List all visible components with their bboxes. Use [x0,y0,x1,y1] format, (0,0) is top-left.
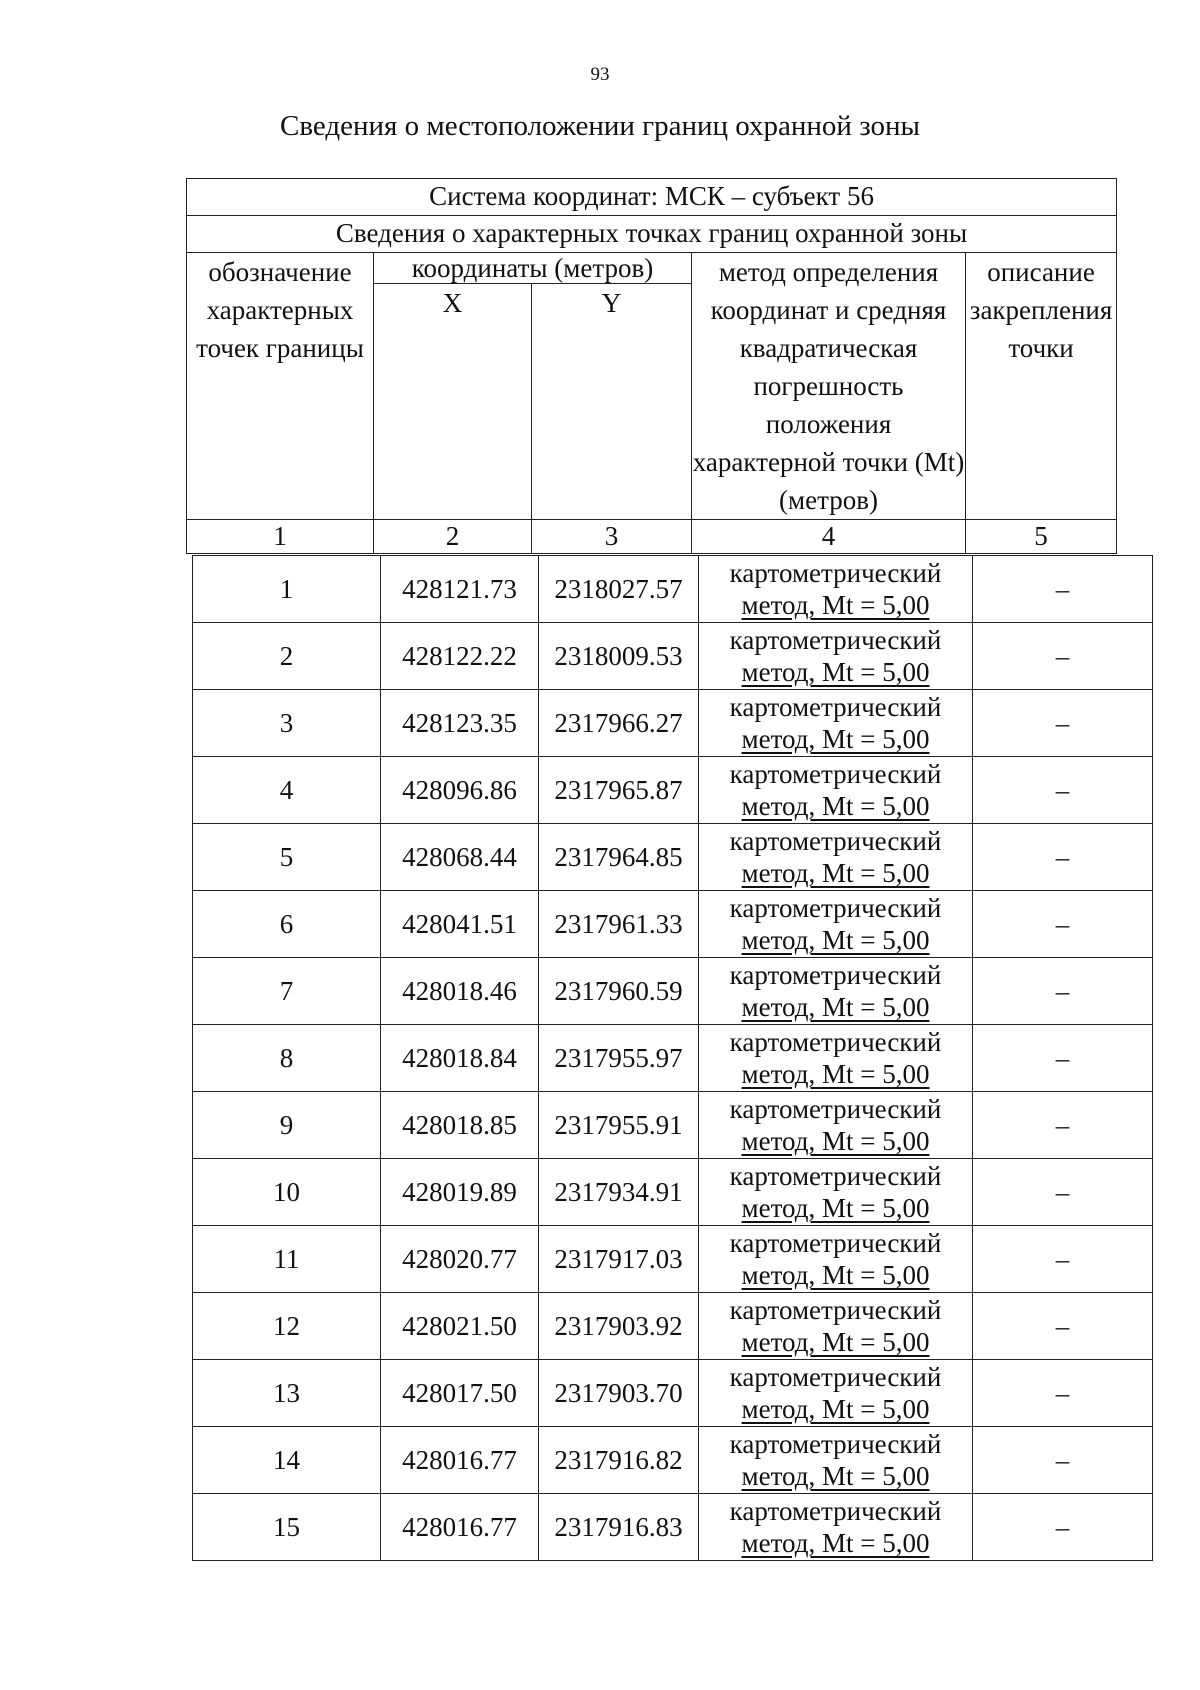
method-text [699,1361,972,1425]
method-line-1: картометрический [729,1429,942,1459]
method-text [699,1294,972,1358]
point-number-cell: 8 [193,1025,381,1092]
method-line-1: картометрический [729,1228,942,1258]
table-row [193,891,1153,958]
method-line-2: метод, Mt = 5,00 [741,657,930,687]
col-number-5: 5 [966,520,1117,554]
method-line-1: картометрический [729,960,942,990]
table-row [193,757,1153,824]
method-cell [699,1427,973,1494]
method-line-1: картометрический [729,625,942,655]
table-row [193,690,1153,757]
method-text [699,1428,972,1492]
x-coordinate-cell: 428041.51 [381,891,539,958]
y-coordinate-cell: 2318027.57 [539,556,699,623]
x-coordinate-cell: 428016.77 [381,1427,539,1494]
description-cell: – [973,1293,1153,1360]
point-number-cell: 6 [193,891,381,958]
table-row [193,1494,1153,1561]
method-line-1: картометрический [729,1496,942,1526]
method-line-1: картометрический [729,692,942,722]
point-number-cell: 5 [193,824,381,891]
table-row [193,623,1153,690]
table-row [193,556,1153,623]
table-row [193,1226,1153,1293]
y-coordinate-cell: 2317955.97 [539,1025,699,1092]
method-line-2: метод, Mt = 5,00 [741,1327,930,1357]
table-row [193,1427,1153,1494]
col-number-2: 2 [374,520,532,554]
method-line-2: метод, Mt = 5,00 [741,1193,930,1223]
table-row [193,1025,1153,1092]
method-line-2: метод, Mt = 5,00 [741,590,930,620]
method-cell [699,1293,973,1360]
y-coordinate-cell: 2317964.85 [539,824,699,891]
y-coordinate-cell: 2317960.59 [539,958,699,1025]
point-number-cell: 14 [193,1427,381,1494]
method-line-2: метод, Mt = 5,00 [741,1126,930,1156]
description-cell: – [973,1494,1153,1561]
method-text [699,624,972,688]
x-coordinate-cell: 428018.84 [381,1025,539,1092]
col-header-coordinates: координаты (метров) [374,253,692,284]
method-text [699,758,972,822]
x-coordinate-cell: 428018.85 [381,1092,539,1159]
description-cell: – [973,623,1153,690]
method-line-2: метод, Mt = 5,00 [741,1528,930,1558]
description-cell: – [973,1092,1153,1159]
x-coordinate-cell: 428021.50 [381,1293,539,1360]
x-coordinate-cell: 428096.86 [381,757,539,824]
y-coordinate-cell: 2317916.83 [539,1494,699,1561]
method-line-1: картометрический [729,558,942,588]
method-text [699,1160,972,1224]
table-row [193,824,1153,891]
point-number-cell: 12 [193,1293,381,1360]
method-line-2: метод, Mt = 5,00 [741,992,930,1022]
description-cell: – [973,690,1153,757]
point-number-cell: 15 [193,1494,381,1561]
method-text [699,1026,972,1090]
description-cell: – [973,757,1153,824]
method-line-2: метод, Mt = 5,00 [741,1394,930,1424]
method-line-2: метод, Mt = 5,00 [741,1461,930,1491]
col-number-4: 4 [692,520,966,554]
description-cell: – [973,1427,1153,1494]
method-text [699,1093,972,1157]
description-cell: – [973,1226,1153,1293]
point-number-cell: 10 [193,1159,381,1226]
point-number-cell: 3 [193,690,381,757]
description-cell: – [973,1360,1153,1427]
method-text [699,825,972,889]
method-line-2: метод, Mt = 5,00 [741,858,930,888]
point-number-cell: 11 [193,1226,381,1293]
coordinate-system-banner: Система координат: МСК – субъект 56 [187,179,1117,216]
method-text [699,691,972,755]
x-coordinate-cell: 428019.89 [381,1159,539,1226]
col-header-point: обозначение характерных точек границы [187,253,374,520]
page-number: 93 [590,64,610,85]
table-row [193,958,1153,1025]
point-number-cell: 2 [193,623,381,690]
method-cell [699,690,973,757]
point-number-cell: 4 [193,757,381,824]
y-coordinate-cell: 2317966.27 [539,690,699,757]
method-line-2: метод, Mt = 5,00 [741,925,930,955]
method-line-2: метод, Mt = 5,00 [741,1059,930,1089]
col-number-1: 1 [187,520,374,554]
col-header-description: описание закрепления точки [966,253,1117,520]
y-coordinate-cell: 2317934.91 [539,1159,699,1226]
description-cell: – [973,556,1153,623]
method-cell [699,1159,973,1226]
method-line-1: картометрический [729,826,942,856]
method-cell [699,958,973,1025]
description-cell: – [973,1159,1153,1226]
point-number-cell: 1 [193,556,381,623]
y-coordinate-cell: 2317961.33 [539,891,699,958]
point-number-cell: 7 [193,958,381,1025]
method-text [699,1495,972,1559]
method-text [699,1227,972,1291]
description-cell: – [973,1025,1153,1092]
description-cell: – [973,824,1153,891]
table-row [193,1159,1153,1226]
method-line-1: картометрический [729,893,942,923]
y-coordinate-cell: 2317965.87 [539,757,699,824]
y-coordinate-cell: 2317916.82 [539,1427,699,1494]
section-heading: Сведения о характерных точках границ охранной зоны [187,216,1117,253]
method-cell [699,1092,973,1159]
method-cell [699,1226,973,1293]
description-cell: – [973,958,1153,1025]
method-text [699,557,972,621]
method-cell [699,556,973,623]
col-header-x: X [374,284,532,520]
y-coordinate-cell: 2317903.70 [539,1360,699,1427]
method-line-1: картометрический [729,1295,942,1325]
x-coordinate-cell: 428016.77 [381,1494,539,1561]
document-title: Сведения о местоположении границ охранной зоны [279,110,920,142]
y-coordinate-cell: 2317955.91 [539,1092,699,1159]
table-row [193,1092,1153,1159]
y-coordinate-cell: 2317917.03 [539,1226,699,1293]
x-coordinate-cell: 428122.22 [381,623,539,690]
method-cell [699,824,973,891]
method-cell [699,623,973,690]
col-header-y: Y [532,284,692,520]
method-line-1: картометрический [729,1362,942,1392]
x-coordinate-cell: 428121.73 [381,556,539,623]
method-text [699,959,972,1023]
table-row [193,1360,1153,1427]
y-coordinate-cell: 2317903.92 [539,1293,699,1360]
description-cell: – [973,891,1153,958]
x-coordinate-cell: 428020.77 [381,1226,539,1293]
method-line-2: метод, Mt = 5,00 [741,1260,930,1290]
method-cell [699,1025,973,1092]
method-line-1: картометрический [729,1027,942,1057]
method-line-1: картометрический [729,1094,942,1124]
point-number-cell: 9 [193,1092,381,1159]
method-text [699,892,972,956]
x-coordinate-cell: 428068.44 [381,824,539,891]
y-coordinate-cell: 2318009.53 [539,623,699,690]
method-cell [699,757,973,824]
method-line-2: метод, Mt = 5,00 [741,724,930,754]
method-cell [699,1360,973,1427]
method-line-1: картометрический [729,1161,942,1191]
method-cell [699,891,973,958]
x-coordinate-cell: 428123.35 [381,690,539,757]
point-number-cell: 13 [193,1360,381,1427]
col-number-3: 3 [532,520,692,554]
method-line-2: метод, Mt = 5,00 [741,791,930,821]
header-table [186,178,1117,554]
points-table-body [193,556,1153,1561]
method-cell [699,1494,973,1561]
method-line-1: картометрический [729,759,942,789]
col-header-method: метод определения координат и средняя квадратическая погрешность положения характерной точки (Mt) (метров) [692,253,966,520]
table-row [193,1293,1153,1360]
x-coordinate-cell: 428017.50 [381,1360,539,1427]
x-coordinate-cell: 428018.46 [381,958,539,1025]
points-table [192,555,1153,1561]
